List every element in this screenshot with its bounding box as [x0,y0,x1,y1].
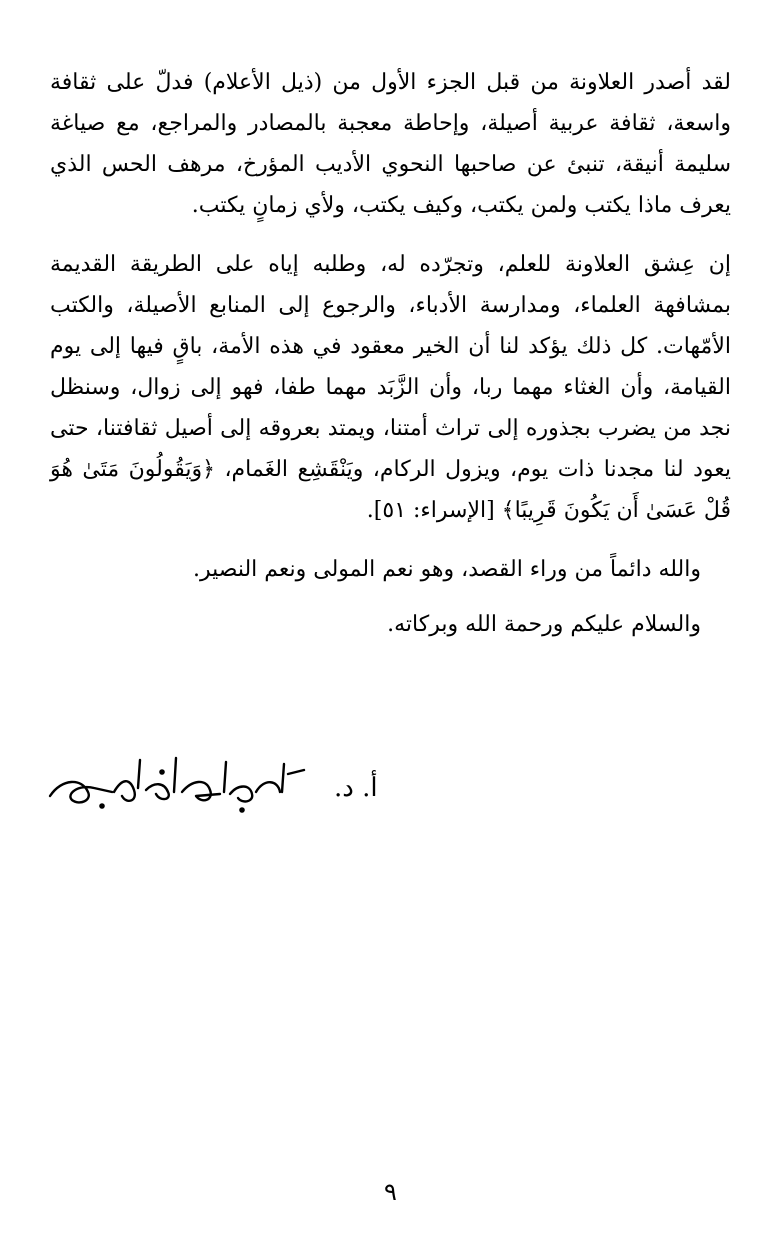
page-body [50,62,731,655]
handwritten-signature [42,748,378,818]
paragraph-intro: لقد أصدر العلاونة من قبل الجزء الأول من (ذيل الأعلام) فدلّ على ثقافة واسعة، ثقافة عربية أصيلة، وإحاطة معجبة بالمصادر والمراجع، مع صياغة سليمة أنيقة، تنبئ عن صاحبها النحوي الأديب المؤرخ، مرهف الحس الذي يعرف ماذا يكتب ولمن يكتب، وكيف يكتب، ولأي زمانٍ يكتب. [50,70,731,218]
page-number: ٩ [384,1178,397,1206]
closing-line-salutation: والسلام عليكم ورحمة الله وبركاته. [387,612,701,637]
svg-text:أ. د.: أ. د. [334,773,378,803]
closing-line-prayer: والله دائماً من وراء القصد، وهو نعم المولى ونعم النصير. [192,557,701,582]
paragraph-main: إن عِشق العلاونة للعلم، وتجرّده له، وطلبه إياه على الطريقة القديمة بمشافهة العلماء، ومدارسة الأدباء، والرجوع إلى المنابع الأصيلة، والكتب الأمّهات. كل ذلك يؤكد لنا أن الخير معقود في هذه الأمة، باقٍ فيها إلى يوم القيامة، وأن الغثاء مهما ربا، وأن الزَّبَد مهما طفا، فهو إلى زوال، وسنظل نجد من يضرب بجذوره إلى تراث أمتنا، ويمتد بعروقه إلى أصيل ثقافتنا، حتى يعود لنا مجدنا ذات يوم، ويزول الركام، ويَنْقَشِع الغَمام، ﴿وَيَقُولُونَ مَتَىٰ هُوَ قُلْ عَسَىٰ أَن يَكُونَ قَرِيبًا﴾ [الإسراء: ٥١]. [50,252,731,523]
signature-graphic [42,748,378,818]
